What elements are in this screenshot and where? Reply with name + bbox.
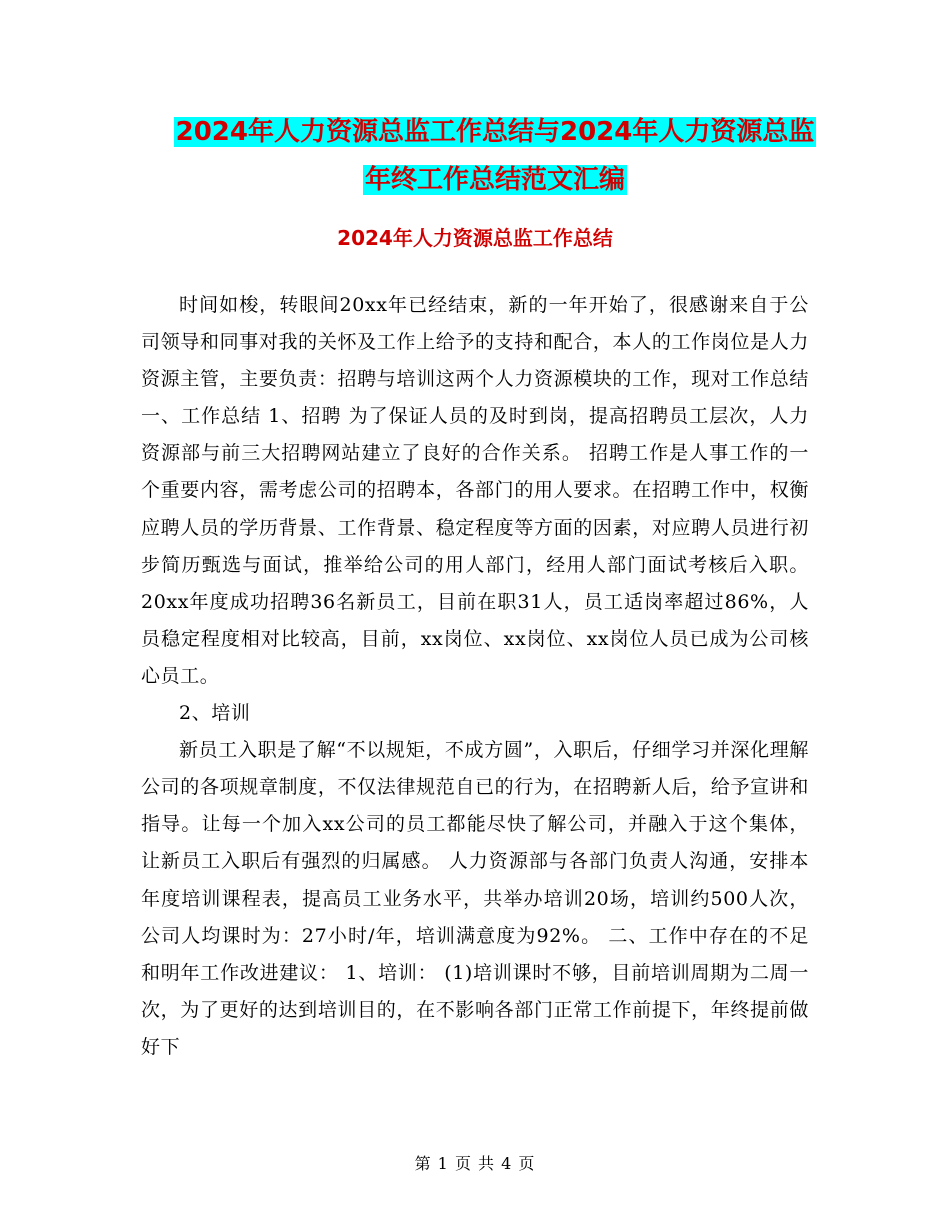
- document-title-line-1: 2024年人力资源总监工作总结与2024年人力资源总监: [175, 117, 815, 147]
- page-footer: 第 1 页 共 4 页: [414, 1154, 536, 1173]
- body-paragraph-2: 2、培训: [179, 702, 251, 725]
- body-paragraph-1: 时间如梭，转眼间20xx年已经结束，新的一年开始了，很感谢来自于公司领导和同事对我的关怀及工作上给予的支持和配合，本人的工作岗位是人力资源主管，主要负责：招聘与培训这两个人力资源模块的工作，现对工作总结 一、工作总结 1、招聘 为了保证人员的及时到岗，提高招聘员工层次，人力资源部与前三大招聘网站建立了良好的合作关系。 招聘工作是人事工作的一个重要内容，需考虑公司的招聘本，各部门的用人要求。在招聘工作中，权衡应聘人员的学历背景、工作背景、稳定程度等方面的因素，对应聘人员进行初步简历甄选与面试，推举给公司的用人部门，经用人部门面试考核后入职。20xx年度成功招聘36名新员工，目前在职31人，员工适岗率超过86%，人员稳定程度相对比较高，目前，xx岗位、xx岗位、xx岗位人员已成为公司核心员工。: [141, 294, 809, 687]
- document-title-line-2: 年终工作总结范文汇编: [364, 165, 625, 195]
- document-title: [140, 108, 850, 204]
- section-title: 2024年人力资源总监工作总结: [337, 226, 613, 250]
- document-body: [141, 287, 809, 1066]
- body-paragraph-3: 新员工入职是了解“不以规矩，不成方圆”，入职后，仔细学习并深化理解公司的各项规章制度，不仅法律规范自已的行为，在招聘新人后，给予宣讲和指导。让每一个加入xx公司的员工都能尽快了解公司，并融入于这个集体，让新员工入职后有强烈的归属感。 人力资源部与各部门负责人沟通，安排本年度培训课程表，提高员工业务水平，共举办培训20场，培训约500人次，公司人均课时为：27小时/年，培训满意度为92%。 二、工作中存在的不足和明年工作改进建议： 1、培训： (1)培训课时不够，目前培训周期为二周一次，为了更好的达到培训目的，在不影响各部门正常工作前提下，年终提前做好下: [141, 739, 809, 1058]
